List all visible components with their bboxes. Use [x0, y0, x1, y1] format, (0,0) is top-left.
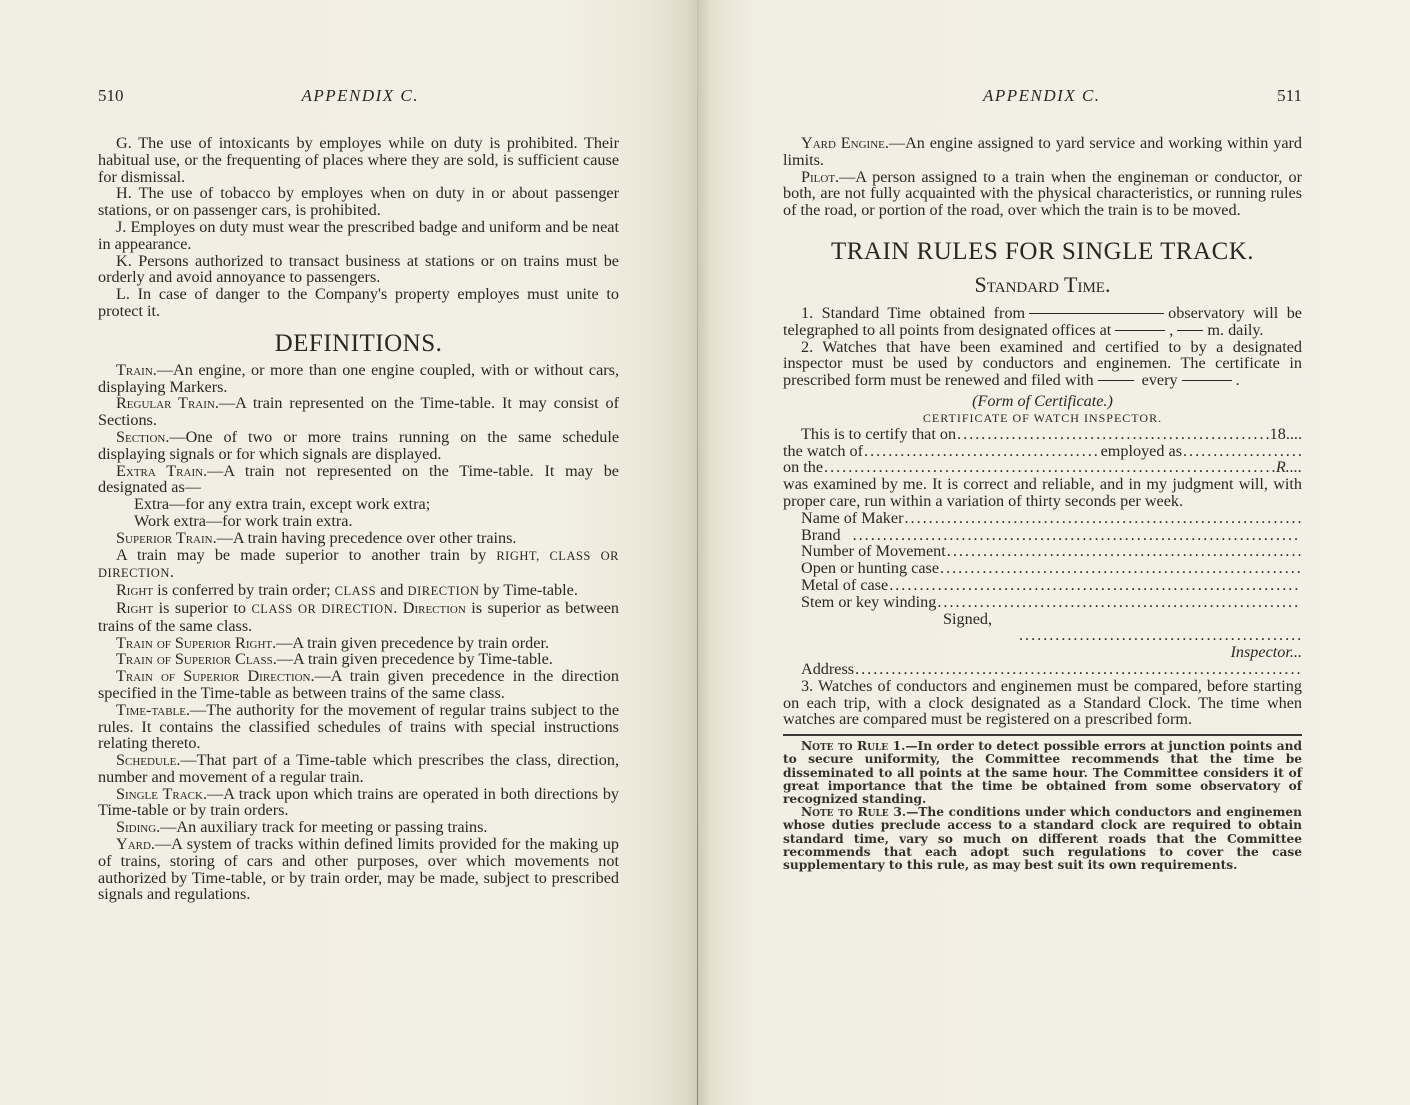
definition: Yard.—A system of tracks within defined limits provided for the making up of trains, storing of cars and other purposes, over which movements not authorized by Time-table, or by train order, may be made, subject to prescribed signals and regulations.: [98, 835, 619, 904]
left-page: [0, 0, 698, 1105]
definition-term: Single Track.: [116, 784, 207, 803]
signed-label: Signed,: [943, 609, 993, 628]
address-line: Address .....: [783, 661, 1302, 678]
rule-paragraph: J. Employes on duty must wear the prescribed badge and uniform and be neat in appearance.: [98, 217, 619, 253]
definition: Train of Superior Class.—A train given precedence by Time-table.: [116, 650, 553, 669]
right-paragraph: Right is superior to CLASS OR DIRECTION. Direction is superior as between trains of the same class.: [98, 598, 620, 635]
signature-line: [783, 627, 1302, 644]
definition: Superior Train.—A train having precedence over other trains.: [116, 528, 517, 547]
right-running-head: [783, 88, 1302, 110]
footnote: Note to Rule 1.—In order to detect possible errors at junction points and to secure uniformity, the Committee recommends that the time be disseminated to all points at the same hour. The Committee considers it of great importance that the time be obtained from some observatory of recognized standing.: [783, 739, 1302, 806]
extra-kind: Work extra—for work train extra.: [134, 511, 353, 530]
rule-2: 2. Watches that have been examined and certified to by a designated inspector must be used by conductors and enginemen. The certificate in prescribed form must be renewed and filed with every .: [783, 337, 1302, 390]
right-page: [698, 0, 1410, 1105]
definition-term: Time-table.: [116, 700, 191, 719]
page-number: 511: [1277, 86, 1302, 105]
blank-line: [1029, 313, 1164, 314]
definition: Regular Train.—A train represented on the Time-table. It may consist of Sections.: [98, 394, 619, 430]
cert-line-road: on the ..... R....: [783, 459, 1302, 476]
definition-term: Schedule.: [116, 751, 181, 770]
definition: Yard Engine.—An engine assigned to yard service and working within yard limits.: [783, 134, 1302, 169]
blank-line: [1182, 380, 1232, 381]
definition: Pilot.—A person assigned to a train when the engineman or conductor, or both, are not fully acquainted with the physical characteristics, or running rules of the road, or portion of the road, over which the train is to be moved.: [783, 167, 1302, 220]
definition-term: Regular Train.: [116, 394, 219, 413]
blank-line: [1098, 380, 1134, 381]
definition-term: Superior Train.: [116, 528, 217, 547]
left-page-column: [98, 88, 619, 903]
subheading: Standard Time.: [974, 271, 1111, 297]
footnotes: [783, 740, 1302, 872]
definition: Train of Superior Direction.—A train given precedence in the direction specified in the Time-table as between trains of the same class.: [98, 667, 619, 702]
definition: Extra Train.—A train not represented on the Time-table. It may be designated as—: [98, 461, 619, 497]
inspector-label: Inspector...: [1230, 643, 1302, 662]
cert-field: Number of Movement .....: [783, 543, 1302, 560]
rule-paragraph: H. The use of tobacco by employes when on duty in or about passenger stations, or on passenger cars, is prohibited.: [98, 184, 619, 220]
extra-kind: Extra—for any extra train, except work extra;: [134, 495, 431, 514]
definition-term: Yard Engine.: [801, 134, 889, 152]
definition-term: Train.: [116, 360, 157, 379]
running-head-title: APPENDIX C.: [983, 86, 1101, 105]
cert-body: was examined by me. It is correct and reliable, and in my judgment will, with proper care, run within a variation of thirty seconds per week.: [783, 475, 1302, 510]
definition-term: Section.: [116, 427, 170, 446]
blank-line: [1177, 330, 1203, 331]
left-running-head: [98, 88, 619, 110]
cert-field: Stem or key winding .....: [783, 594, 1302, 611]
cert-field: Brand .....: [783, 527, 1302, 544]
definition: Siding.—An auxiliary track for meeting or passing trains.: [116, 818, 488, 837]
definition: Train of Superior Right.—A train given precedence by train order.: [116, 633, 549, 652]
form-caption: (Form of Certificate.): [972, 391, 1113, 410]
superior-paragraph: A train may be made superior to another train by RIGHT, CLASS OR DIRECTION.: [98, 545, 619, 582]
rule-paragraph: L. In case of danger to the Company's property employes must unite to protect it.: [98, 285, 620, 320]
definition: Schedule.—That part of a Time-table which prescribes the class, direction, number and movement of a regular train.: [98, 751, 619, 786]
cert-field: Name of Maker .....: [783, 510, 1302, 527]
definition-term: Siding.: [116, 818, 161, 837]
right-paragraph: Right is conferred by train order; CLASS and DIRECTION by Time-table.: [116, 581, 578, 600]
footnote-divider: [783, 734, 1302, 736]
definition-term: Train of Superior Direction.: [116, 667, 315, 686]
cert-field: Metal of case .....: [783, 577, 1302, 594]
running-head-title: APPENDIX C.: [301, 86, 419, 105]
definition-term: Pilot.: [801, 167, 840, 186]
certificate-title: CERTIFICATE OF WATCH INSPECTOR.: [922, 410, 1163, 425]
definitions-heading: DEFINITIONS.: [274, 329, 443, 357]
cert-line-watch: the watch of ..... employed as .....: [783, 443, 1302, 460]
definition: Train.—An engine, or more than one engine coupled, with or without cars, displaying Markers.: [98, 360, 619, 396]
cert-line-date: This is to certify that on ..... 18....: [783, 426, 1302, 443]
rule-paragraph: G. The use of intoxicants by employes while on duty is prohibited. Their habitual use, or the frequenting of places where they are sold, is sufficient cause for dismissal.: [98, 134, 620, 186]
definition: Time-table.—The authority for the movement of regular trains subject to the rules. It contains the classified schedules of trains with special instructions relating thereto.: [98, 700, 619, 753]
cert-field: Open or hunting case .....: [783, 560, 1302, 577]
footnote: Note to Rule 3.—The conditions under which conductors and enginemen whose duties preclude access to a standard clock are required to obtain standard time, vary so much on different roads that the Committee recommends that each adopt such regulations to cover the case supplementary to this rule, as may best suit its own requirements.: [783, 805, 1302, 872]
blank-line: [1115, 330, 1165, 331]
definition-term: Train of Superior Class.: [116, 650, 277, 669]
page-number: 510: [98, 86, 124, 105]
rule-1: 1. Standard Time obtained from observatory will be telegraphed to all points from designated offices at , m. daily.: [783, 303, 1302, 339]
definition-term: Yard.: [116, 835, 155, 854]
definition-term: Train of Superior Right.: [116, 633, 277, 652]
right-page-column: [783, 88, 1302, 872]
definition: Single Track.—A track upon which trains are operated in both directions by Time-table or by train orders.: [98, 784, 620, 820]
rule-3: 3. Watches of conductors and enginemen must be compared, before starting on each trip, with a clock designated as a Standard Clock. The time when watches are compared must be registered on a prescribed form.: [783, 676, 1302, 729]
definition-term: Extra Train.: [116, 461, 208, 480]
section-heading: TRAIN RULES FOR SINGLE TRACK.: [830, 237, 1255, 265]
rule-paragraph: K. Persons authorized to transact business at stations or on trains must be orderly and avoid annoyance to passengers.: [98, 251, 619, 287]
definition: Section.—One of two or more trains running on the same schedule displaying signals or for which signals are displayed.: [98, 427, 619, 463]
